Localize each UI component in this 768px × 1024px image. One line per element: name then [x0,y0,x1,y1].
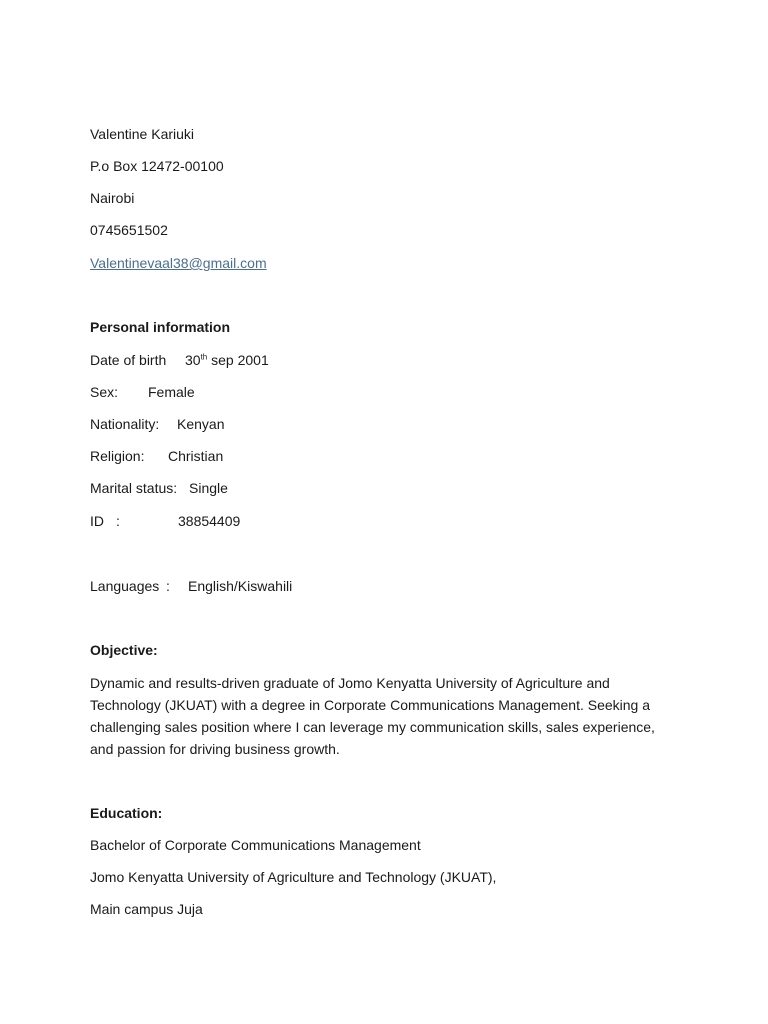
languages-label: Languages [90,578,160,594]
objective-heading: Objective: [90,642,158,658]
id-row [90,512,240,530]
contact-address: P.o Box 12472-00100 [90,158,224,174]
education-degree: Bachelor of Corporate Communications Management [90,837,421,853]
nationality-row [90,415,224,433]
religion-label: Religion: [90,448,145,464]
languages-row [90,577,292,595]
dob-row [90,351,269,369]
dob-label: Date of birth [90,352,167,368]
dob-value [185,351,269,369]
religion-row [90,447,223,465]
id-colon: : [116,513,120,529]
education-campus: Main campus Juja [90,901,203,917]
marital-label: Marital status: [90,480,178,496]
email-link[interactable]: Valentinevaal38@gmail.com [90,255,267,271]
objective-text: Dynamic and results-driven graduate of Jomo Kenyatta University of Agriculture and Technology (JKUAT) with a degree in Corporate Communications Management. Seeking a challenging sales position where I can leverage my communication skills, sales experience, and passion for driving business growth. [90,675,655,757]
sex-row [90,383,195,401]
contact-phone: 0745651502 [90,222,168,238]
nationality-value: Kenyan [177,416,225,432]
sex-value: Female [148,384,195,400]
personal-info-heading: Personal information [90,319,231,335]
nationality-label: Nationality: [90,416,160,432]
dob-day: 30 [185,352,201,368]
education-heading: Education: [90,805,163,821]
religion-value: Christian [168,448,224,464]
contact-email-row [90,254,267,272]
marital-row [90,479,228,497]
education-institution: Jomo Kenyatta University of Agriculture and Technology (JKUAT), [90,869,497,885]
contact-name: Valentine Kariuki [90,126,195,142]
dob-rest: sep 2001 [207,352,269,368]
dob-suffix: th [200,352,208,362]
id-label: ID [90,513,104,529]
id-value: 38854409 [178,513,241,529]
sex-label: Sex: [90,384,119,400]
marital-value: Single [189,480,228,496]
languages-colon: : [166,578,170,594]
contact-city: Nairobi [90,190,135,206]
languages-value: English/Kiswahili [188,578,293,594]
